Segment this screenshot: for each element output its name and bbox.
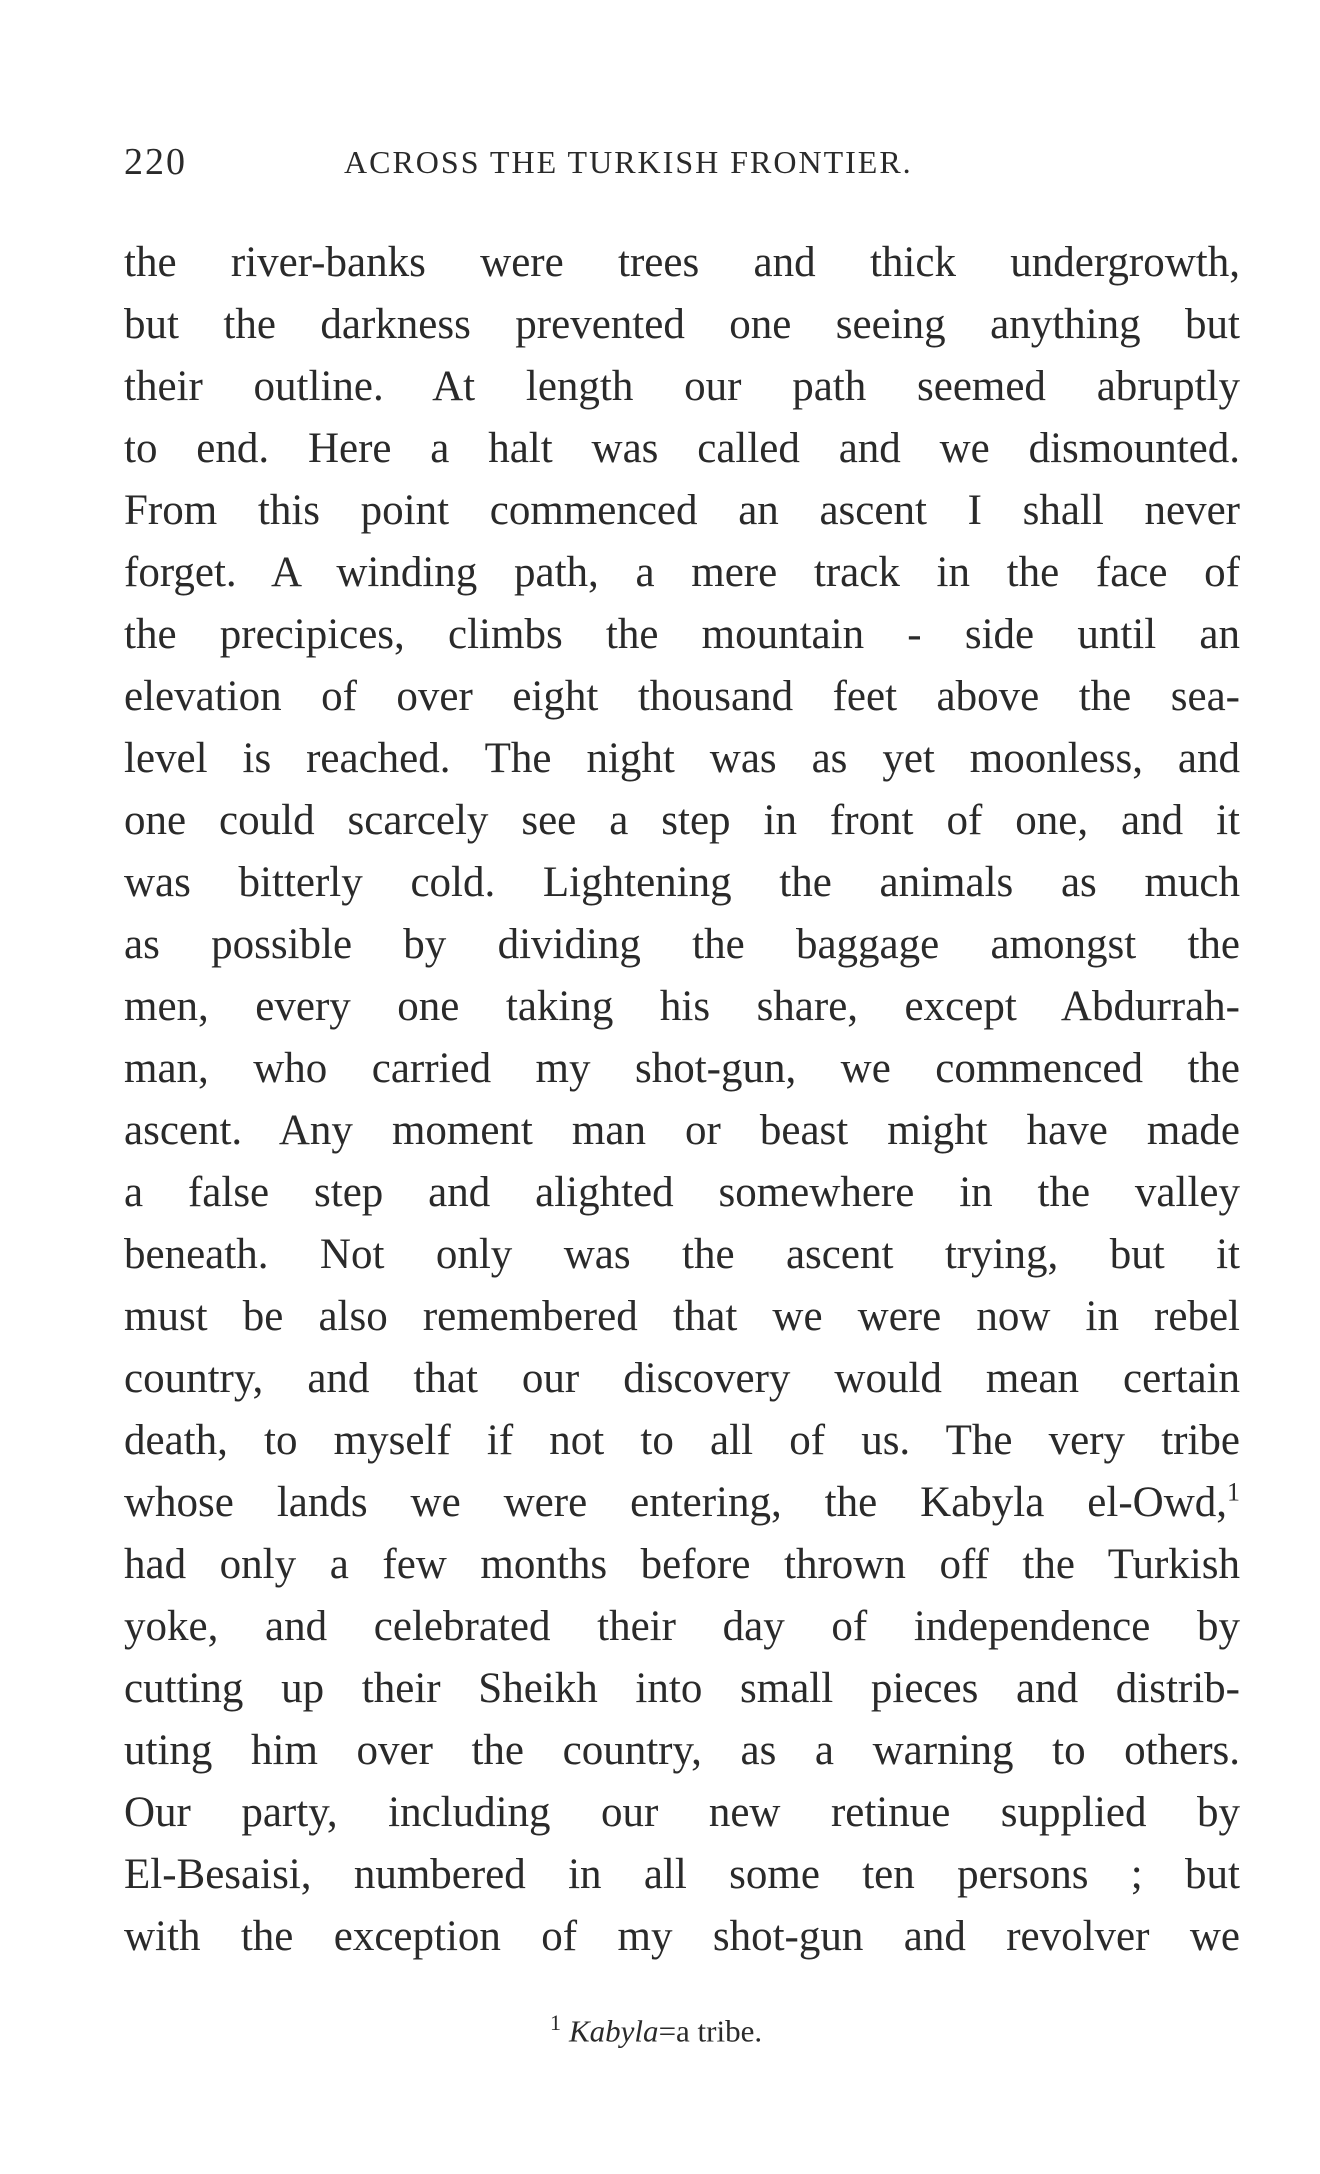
footnote-term: Kabyla (569, 2013, 659, 2049)
text-line: From this point commenced an ascent I shall never (124, 487, 1240, 534)
footnote-mark: 1 (550, 2010, 561, 2035)
text-line: level is reached. The night was as yet moonless, and (124, 735, 1240, 782)
text-line: yoke, and celebrated their day of independence by (124, 1603, 1240, 1650)
text-line: to end. Here a halt was called and we dismounted. (124, 425, 1240, 472)
text-line: with the exception of my shot-gun and revolver we (124, 1913, 1240, 1960)
text-line: had only a few months before thrown off the Turkish (124, 1541, 1240, 1588)
text-line: man, who carried my shot-gun, we commenced the (124, 1045, 1240, 1092)
text-line: El-Besaisi, numbered in all some ten persons ; but (124, 1851, 1240, 1898)
text-line: country, and that our discovery would mean certain (124, 1355, 1240, 1402)
text-line: as possible by dividing the baggage amongst the (124, 921, 1240, 968)
text-line-content: whose lands we were entering, the Kabyla el-Owd, (124, 1479, 1227, 1526)
body-text (124, 232, 1240, 1968)
text-line: death, to myself if not to all of us. The very tribe (124, 1417, 1240, 1464)
text-line: must be also remembered that we were now in rebel (124, 1293, 1240, 1340)
text-line: the river-banks were trees and thick undergrowth, (124, 239, 1240, 286)
footnote (550, 2010, 762, 2049)
text-line: elevation of over eight thousand feet above the sea- (124, 673, 1240, 720)
text-line: the precipices, climbs the mountain - side until an (124, 611, 1240, 658)
text-line: their outline. At length our path seemed abruptly (124, 363, 1240, 410)
text-line-with-footnote-ref (124, 1472, 1240, 1534)
text-line: but the darkness prevented one seeing anything but (124, 301, 1240, 348)
running-title: ACROSS THE TURKISH FRONTIER. (344, 144, 913, 180)
text-line: uting him over the country, as a warning to others. (124, 1727, 1240, 1774)
text-line: forget. A winding path, a mere track in the face of (124, 549, 1240, 596)
text-line: beneath. Not only was the ascent trying, but it (124, 1231, 1240, 1278)
text-line: a false step and alighted somewhere in the valley (124, 1169, 1240, 1216)
text-line: ascent. Any moment man or beast might have made (124, 1107, 1240, 1154)
page-number: 220 (124, 141, 187, 183)
text-line: one could scarcely see a step in front of one, and it (124, 797, 1240, 844)
footnote-reference: 1 (1227, 1477, 1240, 1507)
text-line: men, every one taking his share, except Abdurrah- (124, 983, 1240, 1030)
footnote-definition: =a tribe. (658, 2013, 763, 2049)
page-header (124, 140, 1004, 190)
text-line: cutting up their Sheikh into small pieces and distrib- (124, 1665, 1240, 1712)
text-line: was bitterly cold. Lightening the animals as much (124, 859, 1240, 906)
text-line: Our party, including our new retinue supplied by (124, 1789, 1240, 1836)
